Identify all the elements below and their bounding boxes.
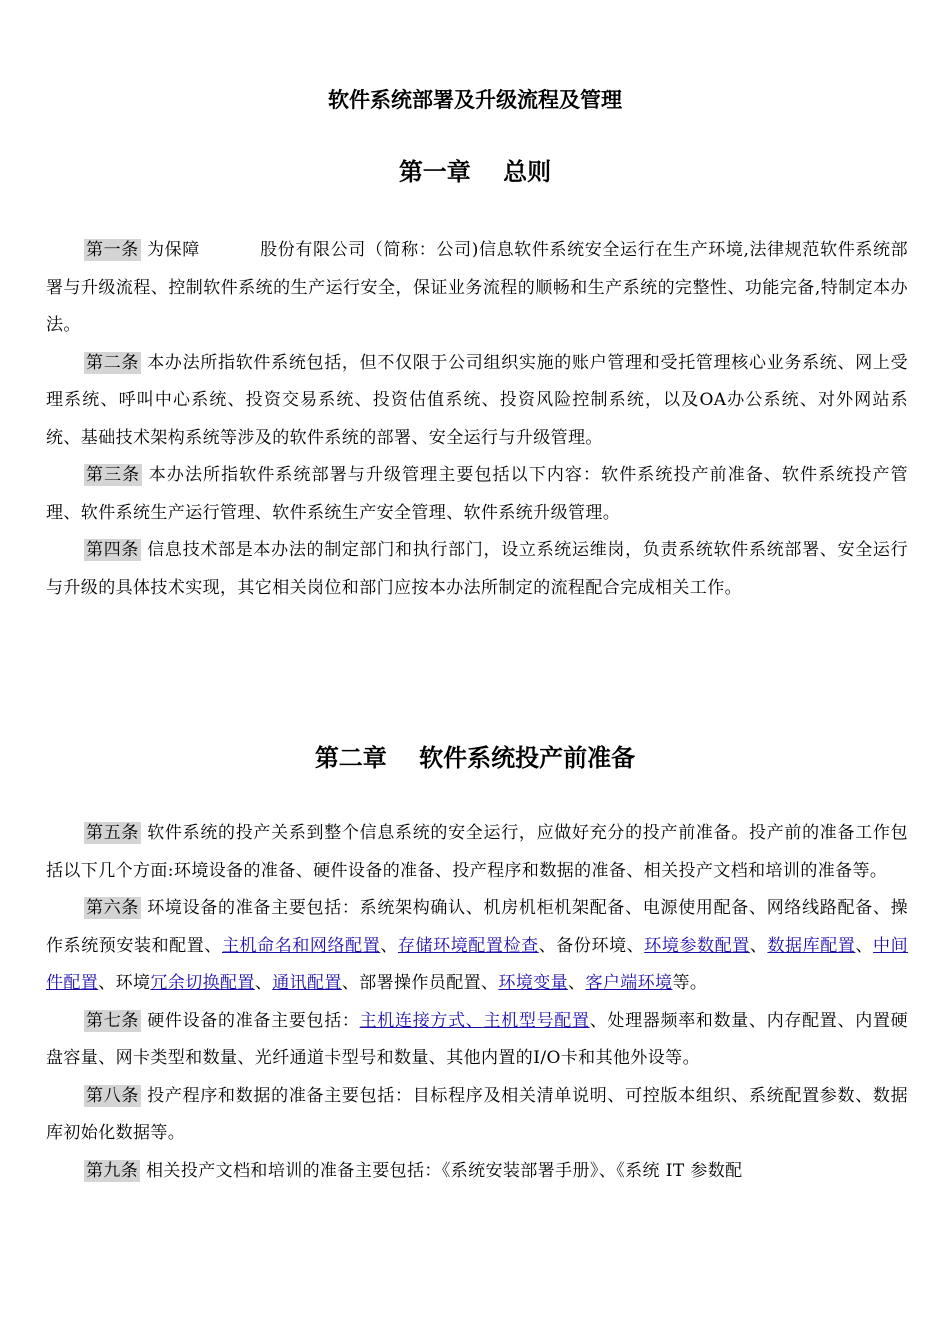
chapter-2-body — [46, 815, 908, 1190]
link-host-connection-model[interactable]: 主机连接方式、主机型号配置 — [359, 1010, 590, 1031]
article-tag: 第二条 — [86, 352, 140, 373]
article-text: 本办法所指软件系统部署与升级管理主要包括以下内容：软件系统投产前准备、软件系统投产管理、软件系统生产运行管理、软件系统生产安全管理、软件系统升级管理。 — [46, 465, 908, 523]
separator-text: 、 — [380, 935, 398, 956]
chapter-1-body — [46, 232, 908, 607]
article-text: 硬件设备的准备主要包括： — [147, 1010, 360, 1031]
chapter-2-heading: 第二章 软件系统投产前准备 — [314, 744, 636, 772]
article-text: 相关投产文档和培训的准备主要包括：《系统安装部署手册》、《系统 IT 参数配 — [146, 1160, 743, 1181]
article-1 — [46, 232, 908, 345]
link-env-params[interactable]: 环境参数配置 — [644, 935, 750, 956]
separator-text: 、 — [855, 935, 874, 956]
article-text: 环境设备的准备主要包括：系统架构确认、机房机柜机架配备、电源使用配备、网络线路配备、操作系统预安装和配置、 — [46, 898, 908, 956]
separator-text: 、 — [254, 973, 273, 993]
article-text: 本办法所指软件系统包括，但不仅限于公司组织实施的账户管理和受托管理核心业务系统、网上受理系统、呼叫中心系统、投资交易系统、投资估值系统、投资风险控制系统，以及OA办公系统、对外网站系统、基础技术架构系统等涉及的软件系统的部署、安全运行与升级管理。 — [46, 352, 908, 448]
link-middleware-config[interactable]: 中间件配置 — [46, 935, 909, 993]
article-tag: 第九条 — [86, 1160, 139, 1181]
article-text: 投产程序和数据的准备主要包括：目标程序及相关清单说明、可控版本组织、系统配置参数、数据库初始化数据等。 — [46, 1085, 908, 1143]
article-6 — [46, 890, 908, 1003]
article-text: 、处理器频率和数量、内存配置、内置硬盘容量、网卡类型和数量、光纤通道卡型号和数量、其他内置的I/O卡和其他外设等。 — [46, 1010, 908, 1068]
article-4 — [46, 532, 908, 607]
separator-text: 、 — [749, 935, 768, 956]
article-tag: 第五条 — [86, 823, 140, 843]
article-tag: 第八条 — [86, 1085, 140, 1106]
article-tag: 第三条 — [86, 465, 141, 485]
article-tag: 第六条 — [86, 898, 140, 918]
link-client-env[interactable]: 客户端环境 — [585, 973, 673, 993]
separator-text: 、 — [568, 973, 586, 993]
article-text: 、部署操作员配置、 — [341, 973, 499, 993]
article-text: 、备份环境、 — [538, 935, 645, 956]
link-redundancy-switch[interactable]: 冗余切换配置 — [150, 973, 255, 993]
article-2 — [46, 345, 908, 458]
link-env-variables[interactable]: 环境变量 — [498, 973, 569, 993]
chapter-1-heading: 第一章 总则 — [398, 158, 552, 186]
article-tag: 第一条 — [86, 240, 139, 260]
article-text: 为保障 — [146, 240, 200, 260]
link-storage-check[interactable]: 存储环境配置检查 — [397, 935, 539, 956]
article-3 — [46, 457, 908, 532]
article-text: 、环境 — [98, 973, 151, 993]
article-8 — [46, 1078, 908, 1153]
article-text: 软件系统的投产关系到整个信息系统的安全运行，应做好充分的投产前准备。投产前的准备工作包括以下几个方面:环境设备的准备、硬件设备的准备、投产程序和数据的准备、相关投产文档和培训的准备等。 — [46, 823, 908, 881]
article-tag: 第四条 — [86, 540, 140, 560]
article-tag: 第七条 — [86, 1010, 140, 1031]
link-database-config[interactable]: 数据库配置 — [767, 935, 856, 956]
link-comm-config[interactable]: 通讯配置 — [272, 973, 342, 993]
article-7 — [46, 1003, 908, 1078]
link-host-naming-network[interactable]: 主机命名和网络配置 — [221, 935, 381, 956]
article-text: 等。 — [672, 973, 708, 993]
article-5 — [46, 815, 908, 890]
article-text: 信息技术部是本办法的制定部门和执行部门，设立系统运维岗，负责系统软件系统部署、安全运行与升级的具体技术实现，其它相关岗位和部门应按本办法所制定的流程配合完成相关工作。 — [46, 540, 908, 598]
article-9 — [46, 1153, 908, 1191]
document-title: 软件系统部署及升级流程及管理 — [328, 88, 622, 112]
article-text: 股份有限公司（简称：公司)信息软件系统安全运行在生产环境,法律规范软件系统部署与升级流程、控制软件系统的生产运行安全，保证业务流程的顺畅和生产系统的完整性、功能完备,特制定本办法。 — [46, 240, 908, 335]
